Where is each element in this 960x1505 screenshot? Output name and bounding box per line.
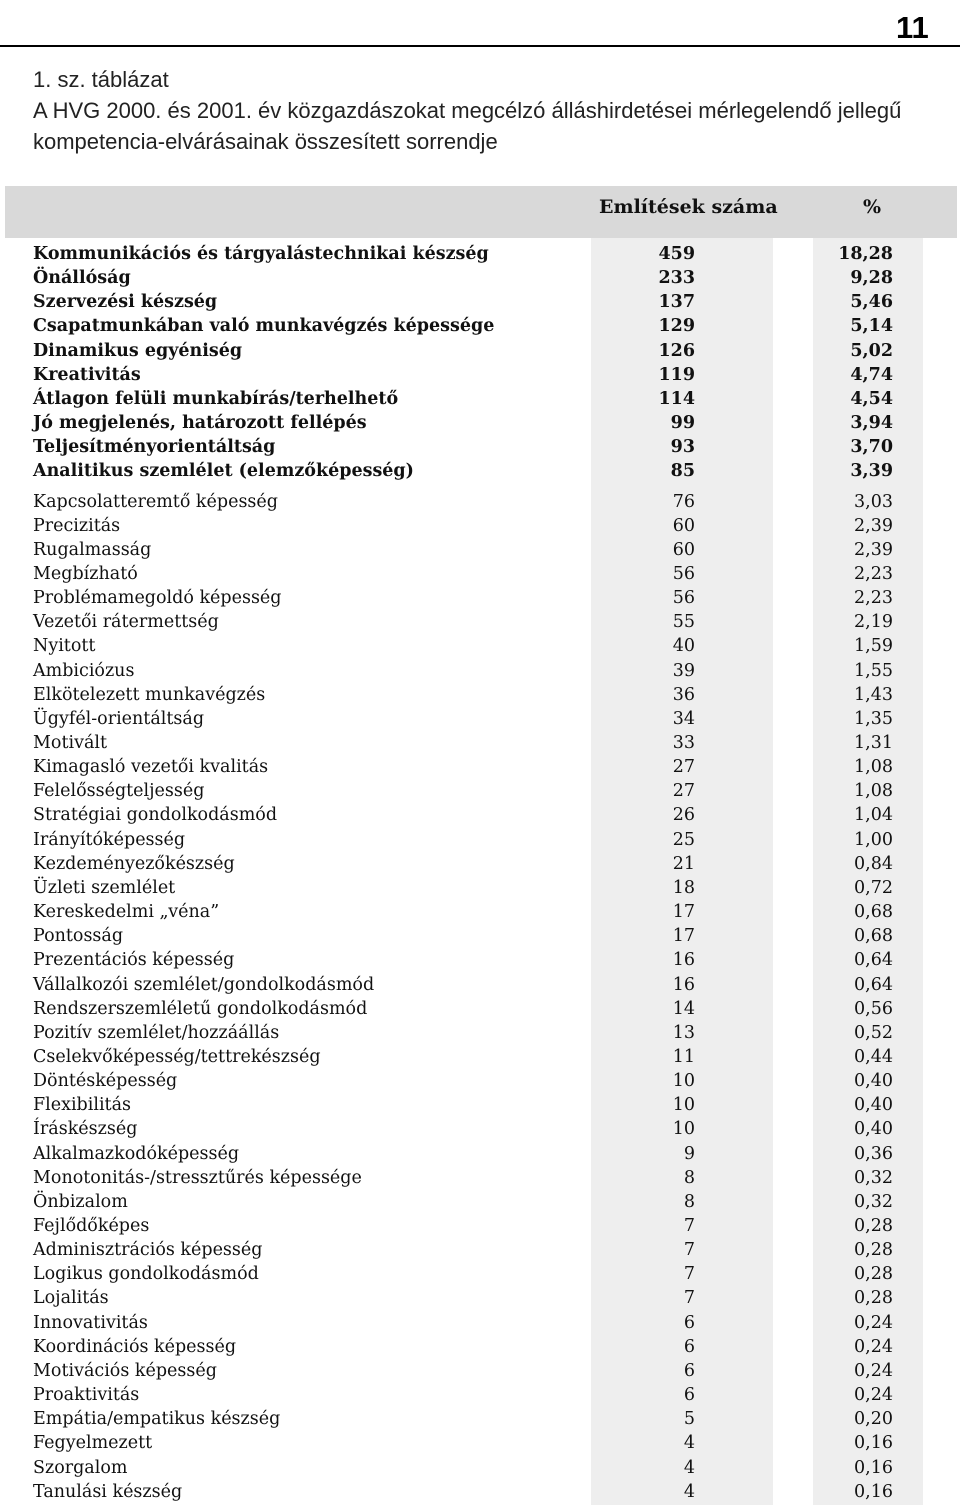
mention-count: 26 [672, 805, 695, 826]
mention-count: 10 [672, 1095, 695, 1116]
mention-percent: 0,32 [854, 1191, 893, 1212]
competency-name: Ügyfél-orientáltság [33, 708, 205, 729]
table-row [5, 1456, 957, 1480]
mention-count: 137 [658, 292, 695, 313]
table-row [5, 852, 957, 876]
competency-name: Proaktivitás [33, 1385, 140, 1406]
competency-name: Ambiciózus [33, 660, 135, 681]
mention-count: 8 [683, 1167, 695, 1188]
mention-count: 25 [672, 829, 695, 850]
mention-count: 14 [672, 998, 695, 1019]
mention-percent: 2,23 [854, 588, 893, 609]
competency-name: Irányítóképesség [33, 829, 186, 850]
table-row [5, 435, 957, 459]
mention-percent: 0,56 [854, 998, 893, 1019]
mention-count: 10 [672, 1119, 695, 1140]
table-row [5, 1142, 957, 1166]
table-row [5, 803, 957, 827]
page-number: 11 [896, 10, 929, 45]
competency-name: Kreativitás [33, 364, 141, 385]
table-caption [33, 64, 933, 157]
mention-count: 16 [672, 950, 695, 971]
competency-name: Íráskészség [33, 1119, 138, 1140]
competency-name: Döntésképesség [33, 1071, 178, 1092]
table-row [5, 586, 957, 610]
mention-count: 11 [672, 1046, 695, 1067]
table-row [5, 339, 957, 363]
table-row [5, 1045, 957, 1069]
competency-name: Pontosság [33, 926, 124, 947]
competency-name: Alkalmazkodóképesség [33, 1143, 240, 1164]
competency-name: Felelősségteljesség [33, 781, 205, 802]
competency-name: Kommunikációs és tárgyalástechnikai készség [33, 244, 489, 264]
mention-count: 40 [672, 636, 695, 657]
mention-count: 56 [672, 563, 695, 584]
table-row [5, 1359, 957, 1383]
header-count: Említések száma [599, 196, 778, 218]
competency-name: Koordinációs képesség [33, 1336, 237, 1357]
table-row [5, 1093, 957, 1117]
caption-line-1: 1. sz. táblázat [33, 67, 169, 92]
mention-count: 36 [672, 684, 695, 705]
table-row [5, 707, 957, 731]
competency-name: Flexibilitás [33, 1095, 132, 1116]
table-row [5, 900, 957, 924]
mention-count: 85 [670, 461, 695, 482]
table-row [5, 363, 957, 387]
mention-percent: 5,14 [850, 316, 893, 337]
caption-line-3: kompetencia-elvárásainak összesített sorrendje [33, 129, 498, 154]
competency-name: Pozitív szemlélet/hozzáállás [33, 1022, 280, 1043]
mention-percent: 0,68 [854, 926, 893, 947]
mention-percent: 0,24 [854, 1385, 893, 1406]
mention-count: 126 [658, 340, 695, 361]
mention-percent: 0,28 [854, 1264, 893, 1285]
mention-count: 7 [683, 1288, 695, 1309]
competency-name: Szervezési készség [33, 292, 218, 313]
competency-name: Monotonitás-/stressztűrés képessége [33, 1167, 362, 1188]
mention-percent: 1,08 [854, 781, 893, 802]
mention-percent: 0,84 [854, 853, 893, 874]
table-row [5, 828, 957, 852]
mention-percent: 0,52 [854, 1022, 893, 1043]
table-row [5, 1214, 957, 1238]
mention-count: 33 [672, 733, 695, 753]
mention-percent: 1,08 [854, 757, 893, 778]
mention-count: 459 [658, 244, 695, 264]
mention-percent: 0,28 [854, 1240, 893, 1261]
mention-percent: 4,74 [850, 364, 893, 385]
caption-line-2: A HVG 2000. és 2001. év közgazdászokat megcélzó álláshirdetései mérlegelendő jellegű [33, 98, 902, 123]
table-row [5, 514, 957, 538]
mention-percent: 0,40 [854, 1119, 893, 1140]
mention-percent: 0,16 [854, 1481, 893, 1502]
mention-count: 60 [672, 539, 695, 560]
table-row [5, 731, 957, 755]
competency-name: Lojalitás [33, 1288, 109, 1309]
mention-count: 119 [658, 364, 695, 385]
top-rule [0, 45, 960, 47]
mention-count: 55 [672, 612, 695, 633]
competency-name: Prezentációs képesség [33, 950, 235, 971]
mention-percent: 9,28 [850, 268, 893, 289]
mention-percent: 1,43 [854, 684, 893, 705]
mention-percent: 1,59 [854, 636, 893, 657]
mention-percent: 0,28 [854, 1216, 893, 1236]
mention-percent: 0,24 [854, 1312, 893, 1333]
table-row [5, 1431, 957, 1455]
mention-percent: 0,40 [854, 1071, 893, 1092]
mention-count: 13 [672, 1022, 695, 1043]
competency-name: Vezetői rátermettség [33, 612, 219, 633]
mention-percent: 0,24 [854, 1360, 893, 1381]
mention-percent: 0,20 [854, 1409, 893, 1430]
mention-percent: 0,40 [854, 1095, 893, 1116]
competency-name: Rugalmasság [33, 539, 152, 560]
competency-name: Elkötelezett munkavégzés [33, 684, 266, 705]
mention-count: 17 [672, 902, 695, 923]
mention-count: 9 [683, 1143, 695, 1164]
mention-percent: 0,64 [854, 950, 893, 971]
mention-count: 233 [658, 268, 695, 289]
table-row [5, 562, 957, 586]
mention-percent: 3,70 [850, 437, 893, 458]
competency-name: Nyitott [33, 636, 96, 657]
table-row [5, 1407, 957, 1431]
mention-count: 16 [672, 974, 695, 995]
mention-percent: 0,36 [854, 1143, 893, 1164]
table-row [5, 242, 957, 266]
table-row [5, 924, 957, 948]
table-row [5, 1069, 957, 1093]
mention-count: 34 [672, 708, 695, 729]
mention-percent: 0,24 [854, 1336, 893, 1357]
competency-name: Önállóság [33, 268, 131, 289]
competency-name: Rendszerszemléletű gondolkodásmód [33, 998, 368, 1019]
table-row [5, 1311, 957, 1335]
competency-name: Szorgalom [33, 1457, 128, 1478]
mention-percent: 0,64 [854, 974, 893, 995]
mention-count: 10 [672, 1071, 695, 1092]
table-row [5, 459, 957, 483]
competency-name: Problémamegoldó képesség [33, 588, 282, 609]
mention-count: 6 [683, 1385, 695, 1406]
mention-count: 27 [672, 757, 695, 778]
mention-percent: 2,39 [854, 515, 893, 536]
table-row [5, 1238, 957, 1262]
mention-count: 27 [672, 781, 695, 802]
competency-name: Tanulási készség [33, 1481, 183, 1502]
competency-name: Adminisztrációs képesség [33, 1240, 263, 1261]
mention-count: 4 [683, 1457, 695, 1478]
competency-name: Logikus gondolkodásmód [33, 1264, 259, 1285]
table-header [5, 186, 957, 238]
table-row [5, 411, 957, 435]
competency-name: Cselekvőképesség/tettrekészség [33, 1046, 321, 1067]
table-row [5, 387, 957, 411]
mention-count: 5 [683, 1409, 695, 1430]
mention-percent: 1,35 [854, 708, 893, 729]
competency-name: Precizitás [33, 515, 121, 536]
mention-count: 76 [672, 491, 695, 512]
mention-count: 4 [683, 1481, 695, 1502]
competency-name: Jó megjelenés, határozott fellépés [33, 413, 367, 434]
competency-name: Önbizalom [33, 1191, 128, 1212]
competency-name: Kimagasló vezetői kvalitás [33, 757, 269, 778]
table-row [5, 1286, 957, 1310]
mention-percent: 5,02 [850, 340, 893, 361]
mention-count: 56 [672, 588, 695, 609]
table-row [5, 997, 957, 1021]
competency-name: Innovativitás [33, 1312, 148, 1333]
mention-percent: 0,16 [854, 1457, 893, 1478]
mention-count: 93 [670, 437, 695, 458]
mention-percent: 0,16 [854, 1433, 893, 1454]
mention-percent: 1,00 [854, 829, 893, 850]
mention-count: 60 [672, 515, 695, 536]
table-row [5, 1166, 957, 1190]
competency-name: Motivációs képesség [33, 1360, 217, 1381]
mention-percent: 3,94 [850, 413, 893, 434]
mention-count: 17 [672, 926, 695, 947]
table-row [5, 610, 957, 634]
mention-percent: 2,39 [854, 539, 893, 560]
competency-name: Motivált [33, 733, 108, 753]
table-row [5, 1190, 957, 1214]
mention-count: 39 [672, 660, 695, 681]
mention-count: 99 [670, 413, 695, 434]
competency-name: Teljesítményorientáltság [33, 437, 276, 458]
competency-name: Dinamikus egyéniség [33, 340, 243, 361]
competency-name: Átlagon felüli munkabírás/terhelhető [33, 388, 399, 409]
mention-count: 129 [658, 316, 695, 337]
competency-table [5, 168, 957, 1505]
table-row [5, 314, 957, 338]
competency-name: Kezdeményezőkészség [33, 853, 235, 874]
competency-name: Kapcsolatteremtő képesség [33, 491, 278, 512]
mention-percent: 0,28 [854, 1288, 893, 1309]
competency-name: Kereskedelmi „véna” [33, 902, 220, 923]
mention-count: 7 [683, 1264, 695, 1285]
table-row [5, 973, 957, 997]
mention-percent: 2,19 [854, 612, 893, 633]
mention-percent: 0,32 [854, 1167, 893, 1188]
mention-percent: 3,03 [854, 491, 893, 512]
mention-count: 6 [683, 1360, 695, 1381]
mention-count: 7 [683, 1216, 695, 1236]
competency-name: Fegyelmezett [33, 1433, 153, 1454]
competency-name: Csapatmunkában való munkavégzés képessége [33, 316, 495, 337]
mention-percent: 1,55 [854, 660, 893, 681]
table-row [5, 1117, 957, 1141]
mention-count: 4 [683, 1433, 695, 1454]
table-row [5, 659, 957, 683]
mention-count: 7 [683, 1240, 695, 1261]
mention-percent: 0,72 [854, 877, 893, 898]
mention-percent: 18,28 [838, 244, 893, 264]
table-row [5, 538, 957, 562]
competency-name: Megbízható [33, 563, 138, 584]
table-row [5, 755, 957, 779]
mention-percent: 1,31 [854, 733, 893, 753]
mention-count: 18 [672, 877, 695, 898]
table-row [5, 290, 957, 314]
competency-name: Fejlődőképes [33, 1216, 150, 1236]
mention-percent: 4,54 [850, 388, 893, 409]
table-row [5, 634, 957, 658]
mention-count: 6 [683, 1336, 695, 1357]
mention-percent: 3,39 [850, 461, 893, 482]
mention-percent: 0,44 [854, 1046, 893, 1067]
competency-name: Empátia/empatikus készség [33, 1409, 281, 1430]
mention-count: 6 [683, 1312, 695, 1333]
table-row [5, 1335, 957, 1359]
competency-name: Vállalkozói szemlélet/gondolkodásmód [33, 974, 375, 995]
mention-count: 114 [658, 388, 695, 409]
table-row [5, 683, 957, 707]
mention-percent: 0,68 [854, 902, 893, 923]
table-row [5, 1480, 957, 1504]
table-row [5, 490, 957, 514]
table-row [5, 779, 957, 803]
table-row [5, 948, 957, 972]
table-row [5, 1262, 957, 1286]
mention-count: 21 [672, 853, 695, 874]
competency-name: Stratégiai gondolkodásmód [33, 805, 278, 826]
mention-count: 8 [683, 1191, 695, 1212]
mention-percent: 2,23 [854, 563, 893, 584]
competency-name: Üzleti szemlélet [33, 877, 176, 898]
header-percent: % [863, 196, 882, 218]
table-row [5, 1021, 957, 1045]
mention-percent: 5,46 [850, 292, 893, 313]
mention-percent: 1,04 [854, 805, 893, 826]
table-row [5, 876, 957, 900]
table-row [5, 266, 957, 290]
table-row [5, 1383, 957, 1407]
competency-name: Analitikus szemlélet (elemzőképesség) [33, 461, 414, 482]
